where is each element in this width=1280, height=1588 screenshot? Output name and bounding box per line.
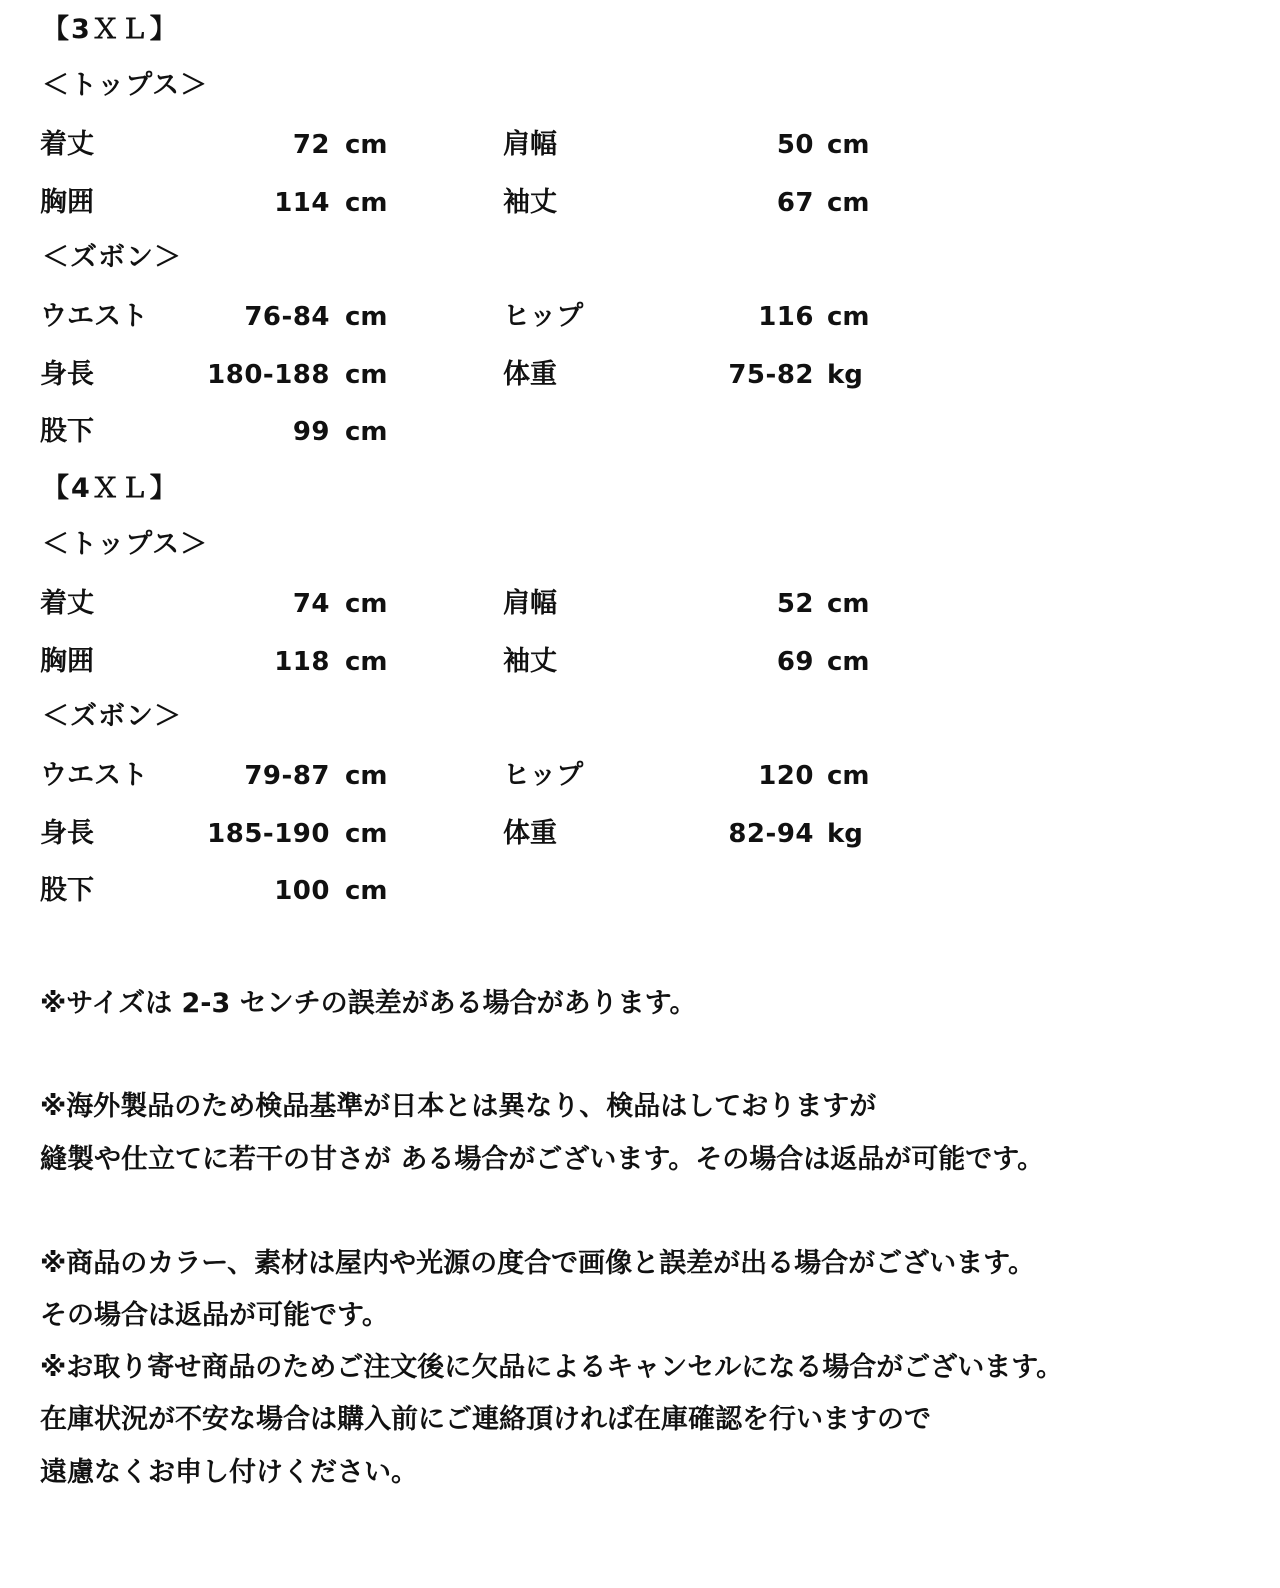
measure-unit: cm [345,360,388,390]
measure-value: 52 [776,589,814,619]
measure-unit: kg [827,360,863,390]
note-line: ※海外製品のため検品基準が日本とは異なり、検品はしておりますが [40,1091,877,1122]
measure-label: ヒップ [503,760,584,791]
measure-label: 肩幅 [503,129,557,160]
measure-unit: cm [827,302,870,332]
tops-section-label: ＜トップス＞ [42,529,209,560]
note-line: 縫製や仕立てに若干の甘さが ある場合がございます。その場合は返品が可能です。 [40,1144,1045,1175]
measure-value: 50 [776,130,814,160]
measurement-row [0,297,1280,337]
measure-unit: cm [345,647,388,677]
measurement-row [0,355,1280,395]
measurement-row [0,125,1280,165]
measure-unit: cm [827,647,870,677]
size-heading: 【3ＸＬ】 [42,14,179,45]
measurement-row [0,756,1280,796]
measure-unit: cm [345,819,388,849]
measure-label: 着丈 [40,129,94,160]
measure-label: ウエスト [40,760,148,791]
measure-unit: kg [827,819,863,849]
size-heading: 【4ＸＬ】 [42,473,179,504]
measure-label: 股下 [40,875,94,906]
measure-label: 身長 [40,359,94,390]
measure-label: 体重 [503,359,557,390]
note-line: その場合は返品が可能です。 [40,1300,389,1331]
measure-label: 胸囲 [40,646,94,677]
measure-unit: cm [345,130,388,160]
measurement-row [0,814,1280,854]
measurement-row [0,871,1280,911]
measure-value: 114 [274,188,330,218]
pants-section-label: ＜ズボン＞ [42,701,182,732]
note-line: ※商品のカラー、素材は屋内や光源の度合で画像と誤差が出る場合がございます。 [40,1248,1036,1279]
measure-value: 82-94 [728,819,814,849]
measure-unit: cm [827,188,870,218]
measure-value: 180-188 [207,360,330,390]
note-line: ※サイズは 2-3 センチの誤差がある場合があります。 [40,988,697,1019]
measurement-row [0,584,1280,624]
note-line: ※お取り寄せ商品のためご注文後に欠品によるキャンセルになる場合がございます。 [40,1352,1064,1383]
measurement-row [0,642,1280,682]
pants-section-label: ＜ズボン＞ [42,242,182,273]
measure-value: 74 [292,589,330,619]
measure-value: 120 [758,761,814,791]
measure-unit: cm [345,302,388,332]
measure-label: 肩幅 [503,588,557,619]
note-line: 遠慮なくお申し付けください。 [40,1457,418,1488]
measure-unit: cm [345,417,388,447]
measure-unit: cm [827,761,870,791]
measure-label: 身長 [40,818,94,849]
measure-value: 99 [292,417,330,447]
measure-value: 76-84 [244,302,330,332]
measure-unit: cm [345,589,388,619]
note-line: 在庫状況が不安な場合は購入前にご連絡頂ければ在庫確認を行いますので [40,1404,931,1435]
measure-value: 69 [776,647,814,677]
measure-label: ヒップ [503,301,584,332]
measure-label: ウエスト [40,301,148,332]
measure-value: 118 [274,647,330,677]
measurement-row [0,183,1280,223]
measure-value: 185-190 [207,819,330,849]
measure-value: 116 [758,302,814,332]
measure-unit: cm [345,188,388,218]
measure-unit: cm [345,876,388,906]
measure-label: 胸囲 [40,187,94,218]
measure-value: 100 [274,876,330,906]
measure-unit: cm [827,589,870,619]
measure-value: 67 [776,188,814,218]
measurement-row [0,412,1280,452]
measure-value: 75-82 [728,360,814,390]
measure-unit: cm [345,761,388,791]
measure-label: 着丈 [40,588,94,619]
measure-unit: cm [827,130,870,160]
measure-label: 袖丈 [503,646,557,677]
measure-label: 体重 [503,818,557,849]
measure-value: 72 [292,130,330,160]
measure-value: 79-87 [244,761,330,791]
measure-label: 股下 [40,416,94,447]
measure-label: 袖丈 [503,187,557,218]
tops-section-label: ＜トップス＞ [42,70,209,101]
